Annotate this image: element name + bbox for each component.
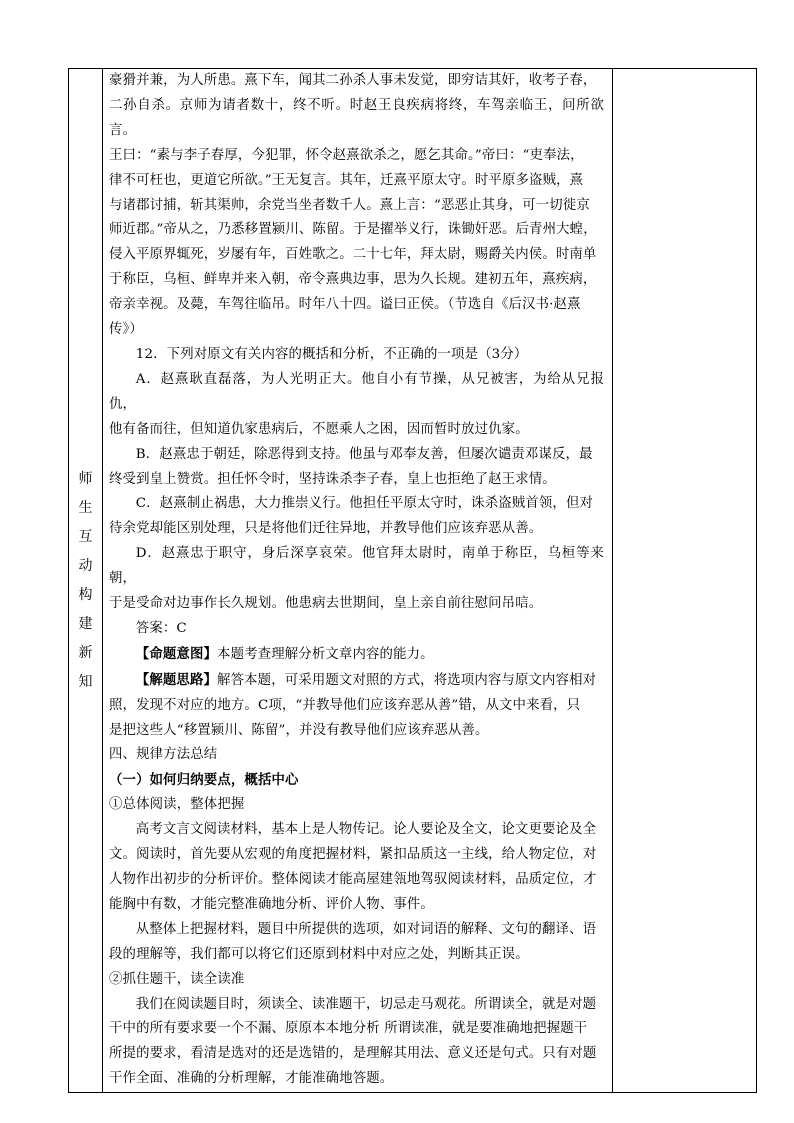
point1-line: 能胸中有数，才能完整准确地分析、评价人物、事件。 xyxy=(109,896,434,912)
side-label-char: 互 xyxy=(78,528,93,545)
point2-line: 我们在阅读题目时，须读全、读准题干，切忌走马观花。所谓读全，就是对题 xyxy=(135,996,597,1012)
intent-text: 本题考查理解分析文章内容的能力。 xyxy=(217,646,434,662)
option-a-line: 他有备而往，但知道仇家患病后，不愿乘人之困，因而暂时放过仇家。 xyxy=(109,421,529,437)
side-label-char: 新 xyxy=(78,644,93,661)
option-a-line: A．赵熹耿直磊落，为人光明正大。他自小有节操，从兄被害，为给从兄报仇， xyxy=(109,371,604,412)
content-cell xyxy=(103,69,613,1093)
side-label-char: 动 xyxy=(78,557,93,574)
option-c-line: C．赵熹制止祸患，大力推崇义行。他担任平原太守时，诛杀盗贼首领，但对 xyxy=(135,496,594,512)
passage-line: 师近郡。”帝从之，乃悉移置颍川、陈留。于是擢举义行，诛锄奸恶。后青州大蝗， xyxy=(109,222,597,238)
side-label-char: 生 xyxy=(78,499,93,516)
option-c-line: 待余党却能区别处理，只是将他们迁往异地，并教导他们应该弃恶从善。 xyxy=(109,521,543,537)
table-row xyxy=(69,69,757,1093)
lesson-table xyxy=(68,68,757,1093)
point1-line: 高考文言文阅读材料，基本上是人物传记。论人要论及全文，论文更要论及全 xyxy=(135,822,597,838)
passage-line: 豪猾并兼，为人所患。熹下车，闻其二孙杀人事未发觉，即穷诘其奸，收考子春， xyxy=(109,73,597,88)
point1-line: 文。阅读时，首先要从宏观的角度把握材料，紧扣品质这一主线，给人物定位，对 xyxy=(109,847,597,863)
passage-line: 于称臣，乌桓、鲜卑并来入朝，帝令熹典边事，思为久长规。建初五年，熹疾病， xyxy=(109,272,597,288)
subheading: （一）如何归纳要点，概括中心 xyxy=(109,772,299,789)
option-b-line: 终受到皇上赞赏。担任怀令时，坚持诛杀李子春，皇上也拒绝了赵王求情。 xyxy=(109,471,556,487)
point1-line: 从整体上把握材料，题目中所提供的选项，如对词语的解释、文句的翻译、语 xyxy=(135,921,597,937)
side-label-char: 构 xyxy=(78,586,93,603)
passage-line: 与诸郡讨捕，斩其渠帅，余党当坐者数千人。熹上言：“恶恶止其身，可一切徙京 xyxy=(109,197,590,213)
intent-paragraph xyxy=(109,642,604,668)
point2-line: 干中的所有要求要一个不漏、原原本本地分析 所谓读准，就是要准确地把握题干 xyxy=(109,1021,588,1037)
answer: 答案：C xyxy=(135,620,187,636)
point2-line: 所提的要求，看清是选对的还是选错的，是理解其用法、意义还是句式。只有对题 xyxy=(109,1046,597,1062)
passage-line: 律不可枉也，更道它所欲。”王无复言。其年，迁熹平原太守。时平原多盗贼，熹 xyxy=(109,172,584,188)
intent-label: 【命题意图】 xyxy=(135,645,218,662)
content-body xyxy=(103,69,612,1092)
side-label-char: 师 xyxy=(78,470,93,487)
option-d-line: D．赵熹忠于职守，身后深享哀荣。他官拜太尉时，南单于称臣，乌桓等来朝， xyxy=(109,546,604,587)
side-label-char: 知 xyxy=(78,673,93,690)
approach-line: 是把这些人“移置颍川、陈留”，并没有教导他们应该弃恶从善。 xyxy=(109,722,489,738)
notes-cell xyxy=(613,69,757,1093)
approach-line: 照，发现不对应的地方。C项，“并教导他们应该弃恶从善”错，从文中来看，只 xyxy=(109,697,581,713)
point1-title: ①总体阅读，整体把握 xyxy=(109,797,245,813)
option-d-line: 于是受命对边事作长久规划。他患病去世期间，皇上亲自前往慰问吊唁。 xyxy=(109,596,543,612)
passage-line: 二孙自杀。京师为请者数十，终不听。时赵王良疾病将终，车驾亲临王，问所欲言。 xyxy=(109,97,604,138)
side-label xyxy=(69,69,102,1092)
section-title: 四、规律方法总结 xyxy=(109,747,218,763)
passage-line: 侵入平原界辄死，岁屡有年，百姓歌之。二十七年，拜太尉，赐爵关内侯。时南单 xyxy=(109,247,597,263)
side-label-char: 建 xyxy=(78,615,93,632)
side-label-cell xyxy=(69,69,103,1093)
approach-label: 【解题思路】 xyxy=(135,671,218,688)
passage-line: 传》） xyxy=(109,322,143,338)
approach-line: 解答本题，可采用题文对照的方式，将选项内容与原文内容相对 xyxy=(217,672,597,688)
point1-line: 人物作出初步的分析评价。整体阅读才能高屋建瓴地驾驭阅读材料，品质定位，才 xyxy=(109,872,597,887)
question-stem: 12．下列对原文有关内容的概括和分析，不正确的一项是（3分） xyxy=(135,346,528,362)
passage-line: 王曰：“素与李子春厚，今犯罪，怀令赵熹欲杀之，愿乞其命。”帝曰：“吏奉法， xyxy=(109,147,584,163)
option-b-line: B．赵熹忠于朝廷，除恶得到支持。他虽与邓奉友善，但屡次谴责邓谋反，最 xyxy=(135,446,593,462)
point2-title: ②抓住题干，读全读准 xyxy=(109,971,245,987)
point2-line: 干作全面、准确的分析理解，才能准确地答题。 xyxy=(109,1071,394,1087)
approach-paragraph xyxy=(109,668,604,694)
passage-line: 帝亲幸视。及薨，车驾往临吊。时年八十四。谥曰正侯。（节选自《后汉书·赵熹 xyxy=(109,297,581,313)
point1-line: 段的理解等，我们都可以将它们还原到材料中对应之处，判断其正误。 xyxy=(109,946,529,962)
